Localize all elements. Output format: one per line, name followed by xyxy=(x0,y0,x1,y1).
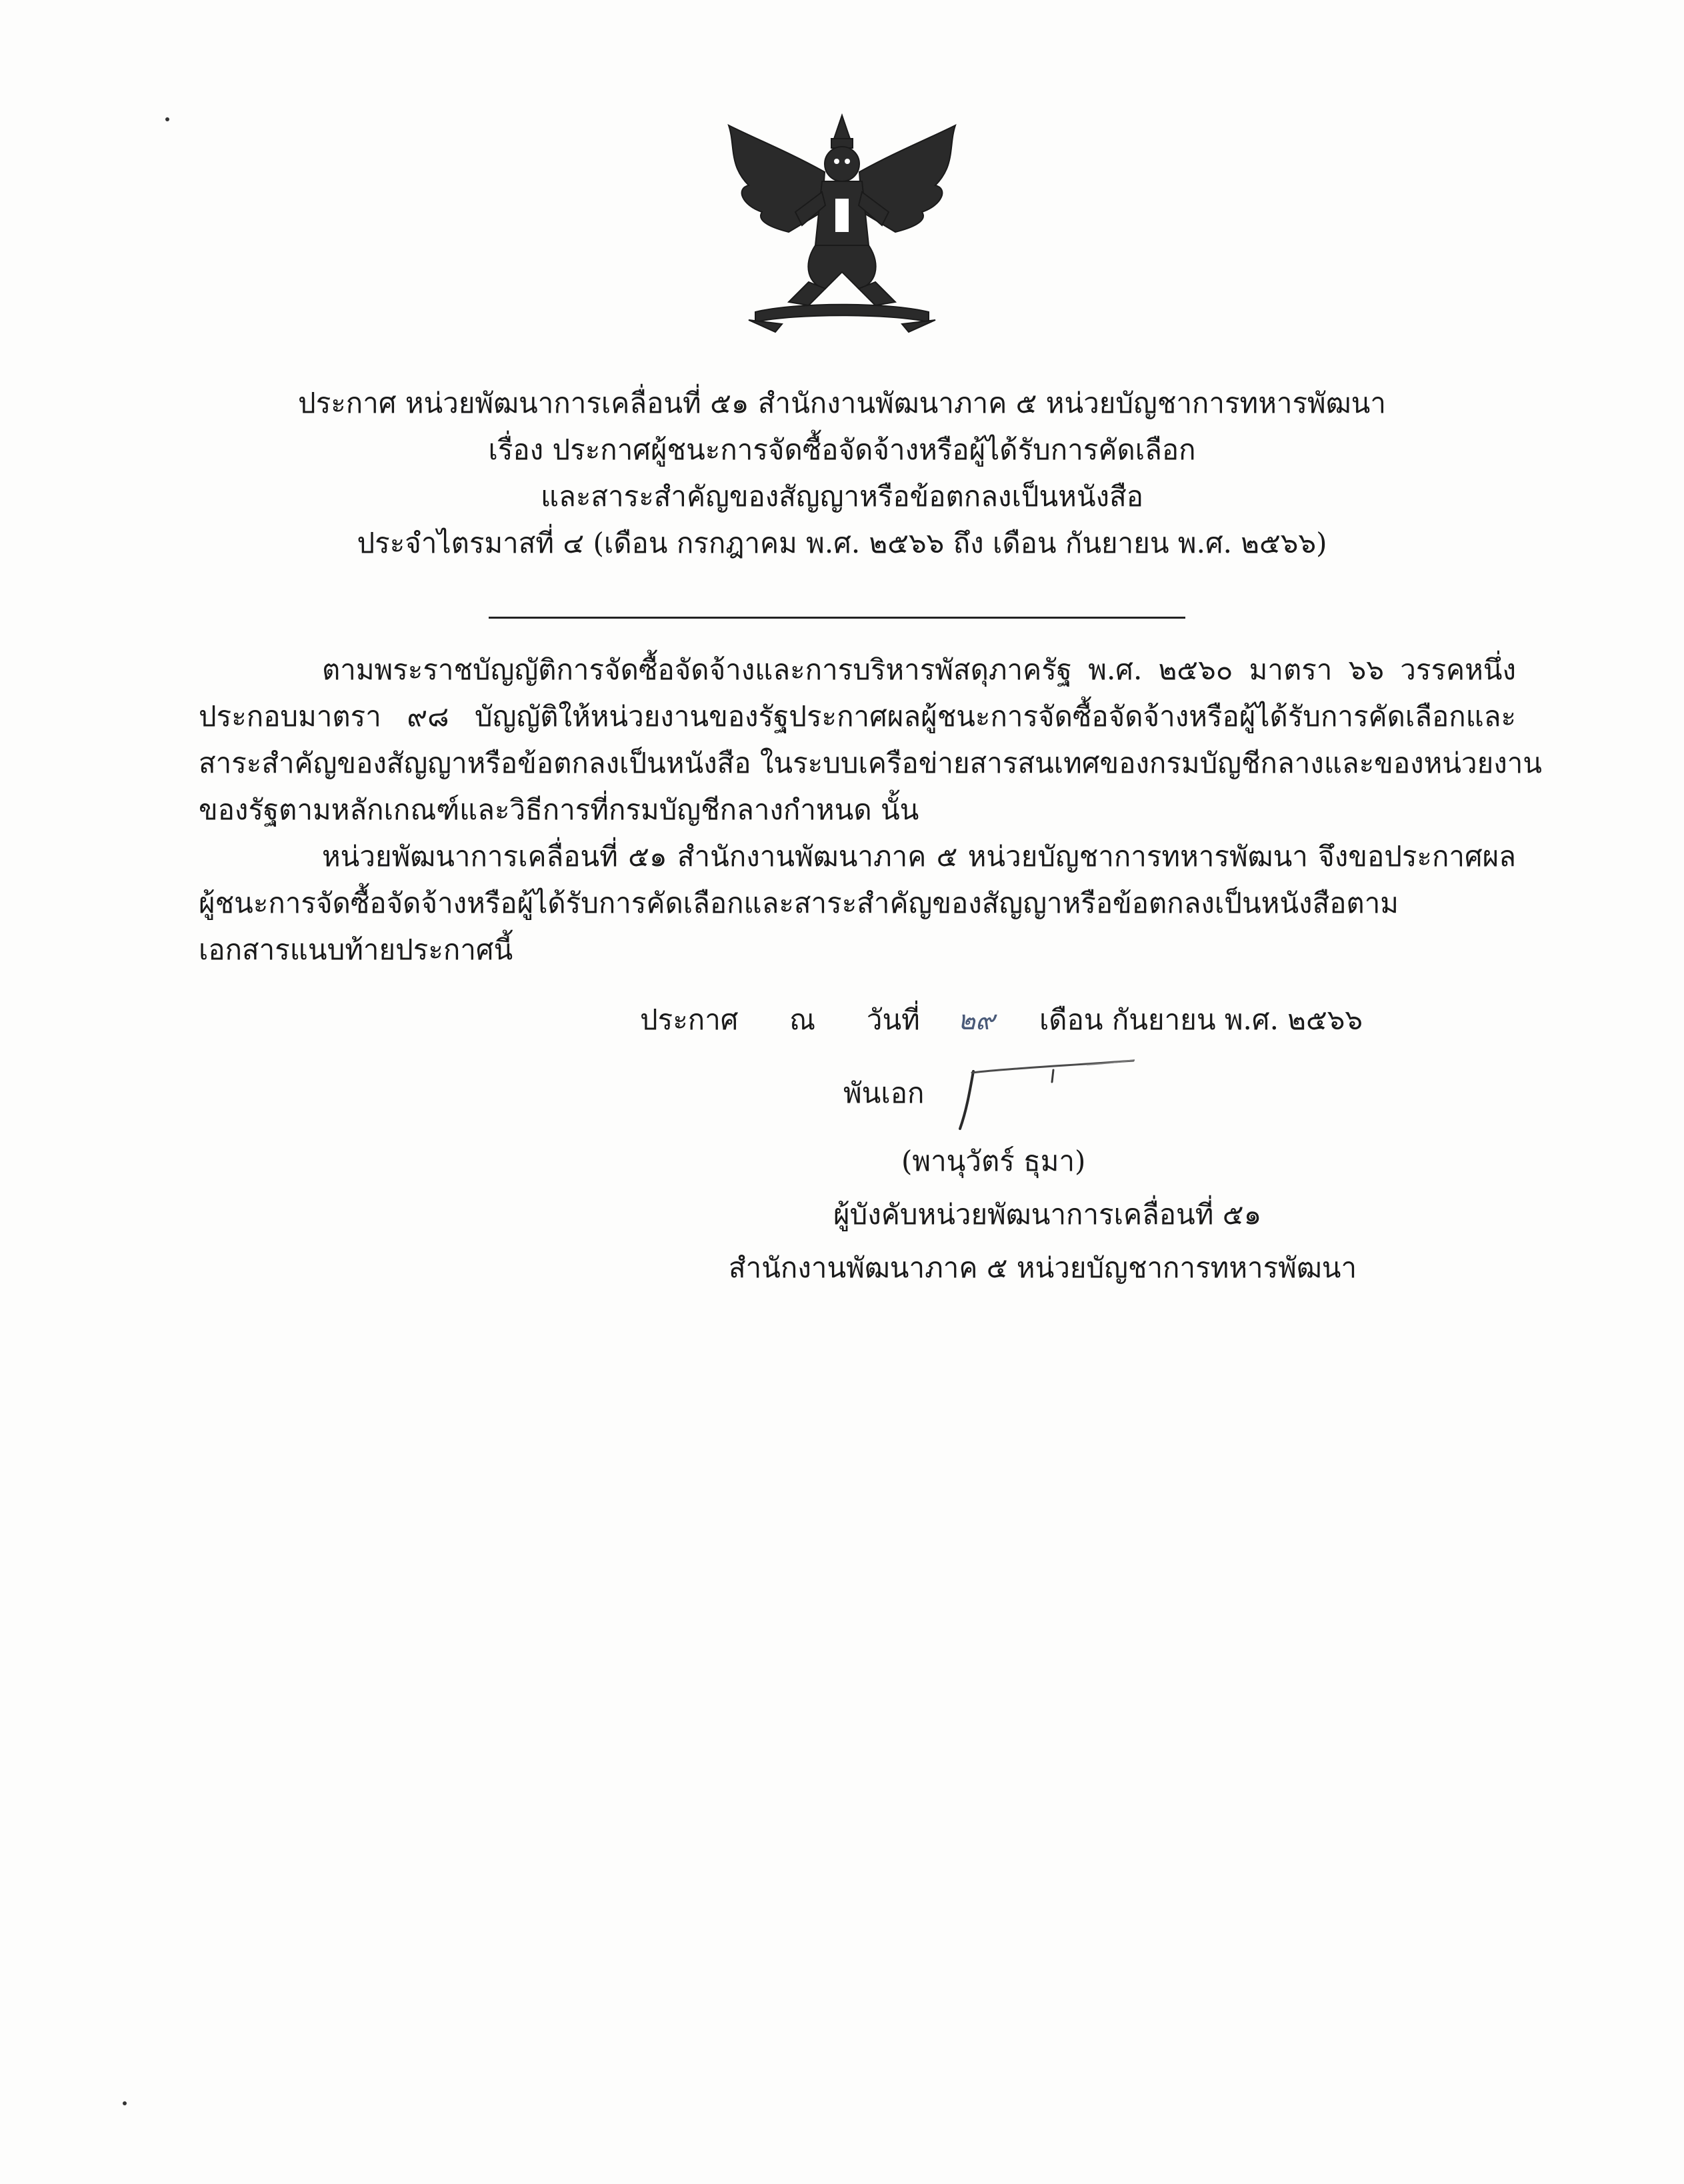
announcement-subject-cont: และสาระสำคัญของสัญญาหรือข้อตกลงเป็นหนังสือ xyxy=(541,480,1143,513)
scan-speck xyxy=(165,117,169,121)
signer-position: ผู้บังคับหน่วยพัฒนาการเคลื่อนที่ ๕๑ xyxy=(833,1198,1262,1231)
announce-day-label: วันที่ xyxy=(866,1003,920,1036)
body-paragraph-line: ผู้ชนะการจัดซื้อจัดจ้างหรือผู้ได้รับการคัดเลือกและสาระสำคัญของสัญญาหรือข้อตกลงเป็นหนังสือตาม xyxy=(199,887,1399,919)
body-paragraph-line: สาระสำคัญของสัญญาหรือข้อตกลงเป็นหนังสือ ในระบบเครือข่ายสารสนเทศของกรมบัญชีกลางและของหน่วยงาน xyxy=(199,747,1543,779)
announce-day-value: ๒๙ xyxy=(957,1005,995,1036)
body-paragraph-line: ตามพระราชบัญญัติการจัดซื้อจัดจ้างและการบริหารพัสดุภาครัฐ พ.ศ. ๒๕๖๐ มาตรา ๖๖ วรรคหนึ่ง xyxy=(322,653,1516,686)
announce-at: ณ xyxy=(789,1003,816,1036)
scan-speck xyxy=(123,2101,127,2105)
signer-rank: พันเอก xyxy=(843,1077,925,1109)
signature-mark xyxy=(953,1057,1140,1130)
announcement-period: ประจำไตรมาสที่ ๔ (เดือน กรกฎาคม พ.ศ. ๒๕๖๖ ถึง เดือน กันยายน พ.ศ. ๒๕๖๖) xyxy=(357,527,1327,559)
garuda-emblem-icon xyxy=(709,112,975,339)
announce-month: เดือน กันยายน พ.ศ. ๒๕๖๖ xyxy=(1039,1003,1363,1036)
body-paragraph-line: เอกสารแนบท้ายประกาศนี้ xyxy=(199,933,513,966)
body-paragraph-line: ประกอบมาตรา ๙๘ บัญญัติให้หน่วยงานของรัฐประกาศผลผู้ชนะการจัดซื้อจัดจ้างหรือผู้ได้รับการคัดเลือกและ xyxy=(199,700,1516,733)
body-paragraph-line: ของรัฐตามหลักเกณฑ์และวิธีการที่กรมบัญชีกลางกำหนด นั้น xyxy=(199,793,919,826)
signer-name: (พานุวัตร์ ธุมา) xyxy=(901,1145,1086,1177)
announce-prefix: ประกาศ xyxy=(640,1003,739,1036)
announcement-subject: เรื่อง ประกาศผู้ชนะการจัดซื้อจัดจ้างหรือผู้ได้รับการคัดเลือก xyxy=(488,433,1196,466)
header-divider xyxy=(489,617,1185,619)
body-paragraph-line: หน่วยพัฒนาการเคลื่อนที่ ๕๑ สำนักงานพัฒนาภาค ๕ หน่วยบัญชาการทหารพัฒนา จึงขอประกาศผล xyxy=(322,840,1516,873)
announcement-title: ประกาศ หน่วยพัฒนาการเคลื่อนที่ ๕๑ สำนักงานพัฒนาภาค ๕ หน่วยบัญชาการทหารพัฒนา xyxy=(298,387,1386,419)
announce-date-line xyxy=(640,1000,1363,1041)
signer-organization: สำนักงานพัฒนาภาค ๕ หน่วยบัญชาการทหารพัฒนา xyxy=(729,1251,1357,1284)
